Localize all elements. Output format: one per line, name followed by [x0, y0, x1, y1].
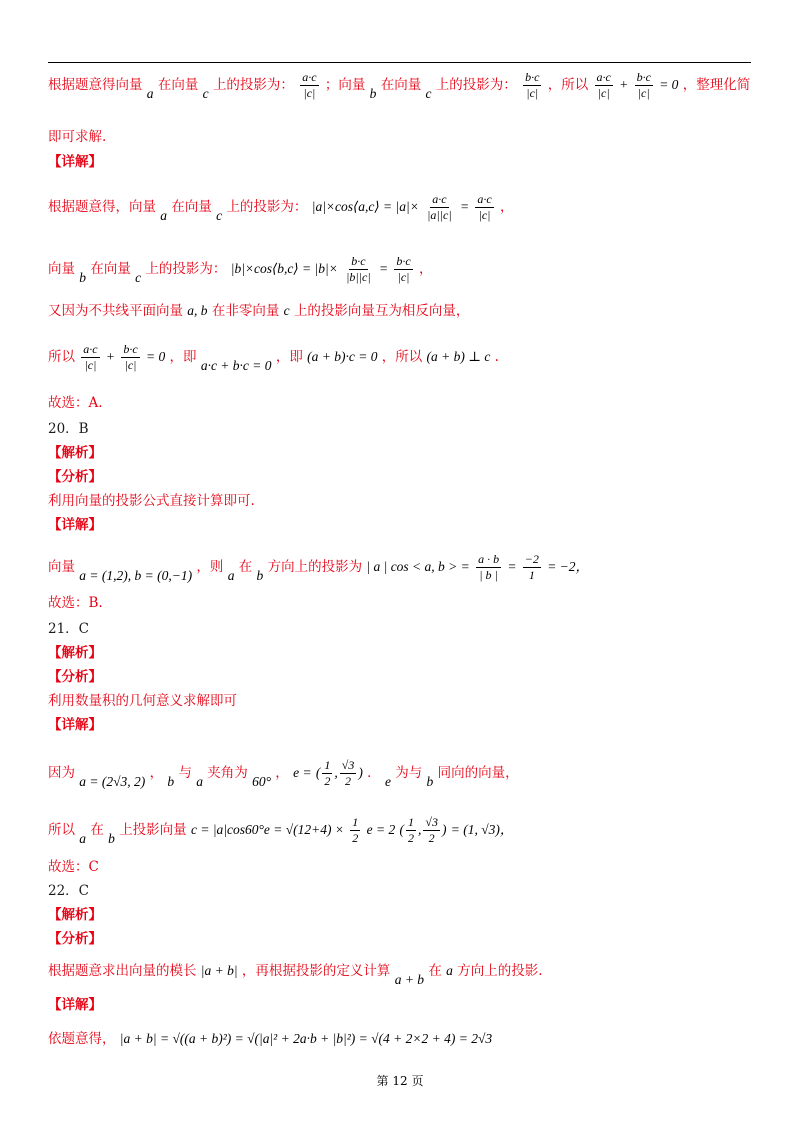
- q19-analysis-line: 根据题意得向量 a 在向量 c 上的投影为： $\frac{a\cdot c}{|c|}$ ；向量 b 在向量 c 上的投影为： $\frac{b\cdot c}{|c|}$ ，所以 $\frac{a\cdot c}{|c|}$ + $\frac{b\cdot c}{|c|}$ = 0 ，整理化简: [48, 70, 751, 101]
- q19-detail-line-3: 又因为不共线平面向量 a, b 在非零向量 c 上的投影向量互为相反向量，: [48, 303, 470, 319]
- q21-jiexi: 【解析】: [48, 645, 102, 661]
- text: 上的投影为：: [435, 77, 517, 93]
- frac-bc-c: $\frac{b\cdot c}{|c|}$: [636, 70, 651, 100]
- eq-zero: = 0: [659, 77, 679, 92]
- vec-c: c: [202, 86, 209, 101]
- text: 根据题意得向量: [48, 77, 143, 93]
- q19-detail-header: 【详解】: [48, 154, 102, 170]
- frac-ac-c: $\frac{a\cdot c}{|c|}$: [302, 70, 317, 100]
- q20-analysis: 利用向量的投影公式直接计算即可.: [48, 493, 255, 509]
- q21-fenxi: 【分析】: [48, 669, 102, 685]
- q19-detail-line-4: 所以 $\frac{a\cdot c}{|c|}$ + $\frac{b\cdot c}{|c|}$ = 0 ，即 a·c + b·c = 0 ，即 (a + b)·c = 0 ，所以 (a + b) ⊥ c .: [48, 342, 499, 373]
- q19-detail-line-1: 根据题意得，向量 a 在向量 c 上的投影为： |a|×cos⟨a,c⟩ = |a|× $\frac{a\cdot c}{|a||c|}$ = $\frac{a\cdot c}{|c|}$ ，: [48, 192, 514, 223]
- proj-b-expr: |b|×cos⟨b,c⟩ = |b|×: [230, 261, 338, 276]
- q21-detail-line-1: 因为 a = (2√3, 2) ， b 与 a 夹角为 60° ， e = ( $\frac{1}{2}$ , $\frac{√3}{2}$ ) ． e 为与 b 同向的向量，: [48, 758, 519, 789]
- q21-analysis: 利用数量积的几何意义求解即可: [48, 693, 237, 709]
- text: 上的投影为：: [212, 77, 294, 93]
- q22-number: 22．C: [48, 883, 90, 899]
- frac-ac-c: $\frac{a\cdot c}{|c|}$: [596, 70, 611, 100]
- text: ，整理化简: [682, 77, 751, 93]
- q22-jiexi: 【解析】: [48, 907, 102, 923]
- q20-answer: 故选：B.: [48, 595, 103, 611]
- q20-number: 20．B: [48, 421, 89, 437]
- text: 在向量: [157, 77, 199, 93]
- q20-detail-header: 【详解】: [48, 517, 102, 533]
- text: 在向量: [380, 77, 422, 93]
- q22-detail-header: 【详解】: [48, 997, 102, 1013]
- q20-fenxi: 【分析】: [48, 469, 102, 485]
- text: ，所以: [547, 77, 589, 93]
- frac-bc-c: $\frac{b\cdot c}{|c|}$: [525, 70, 540, 100]
- q19-detail-line-2: 向量 b 在向量 c 上的投影为： |b|×cos⟨b,c⟩ = |b|× $\frac{b\cdot c}{|b||c|}$ = $\frac{b\cdot c}{|c|}$ ，: [48, 254, 433, 285]
- page-footer: 第 12 页: [376, 1074, 424, 1088]
- q22-analysis-line: 根据题意求出向量的模长 |a + b| ，再根据投影的定义计算 a + b 在 a 方向上的投影.: [48, 963, 543, 987]
- vec-a: a: [146, 86, 154, 101]
- q21-number: 21．C: [48, 621, 90, 637]
- vec-c: c: [425, 86, 432, 101]
- q20-detail-line: 向量 a = (1,2), b = (0,−1) ，则 a 在 b 方向上的投影为 | a | cos < a, b > = $\frac{a \cdot b}{| b |}$ = $\frac{-2}{1}$ = −2，: [48, 552, 590, 583]
- q19-answer: 故选：A.: [48, 395, 103, 411]
- q19-analysis-cont: 即可求解.: [48, 129, 107, 145]
- q21-answer: 故选：C: [48, 859, 99, 875]
- header-rule: [48, 62, 751, 63]
- q21-detail-header: 【详解】: [48, 717, 102, 733]
- q22-fenxi: 【分析】: [48, 931, 102, 947]
- text: ；向量: [324, 77, 366, 93]
- q20-jiexi: 【解析】: [48, 445, 102, 461]
- q21-detail-line-2: 所以 a 在 b 上投影向量 c = |a|cos60°e = √(12+4) × $\frac{1}{2}$ e = 2 ( $\frac{1}{2}$ , $\frac{√3}{2}$ ) = (1, √3)，: [48, 815, 514, 846]
- vec-b: b: [369, 86, 377, 101]
- proj-a-expr: |a|×cos⟨a,c⟩ = |a|×: [311, 199, 419, 214]
- q22-detail-line: 依题意得， |a + b| = √((a + b)²) = √(|a|² + 2a·b + |b|²) = √(4 + 2×2 + 4) = 2√3: [48, 1031, 493, 1047]
